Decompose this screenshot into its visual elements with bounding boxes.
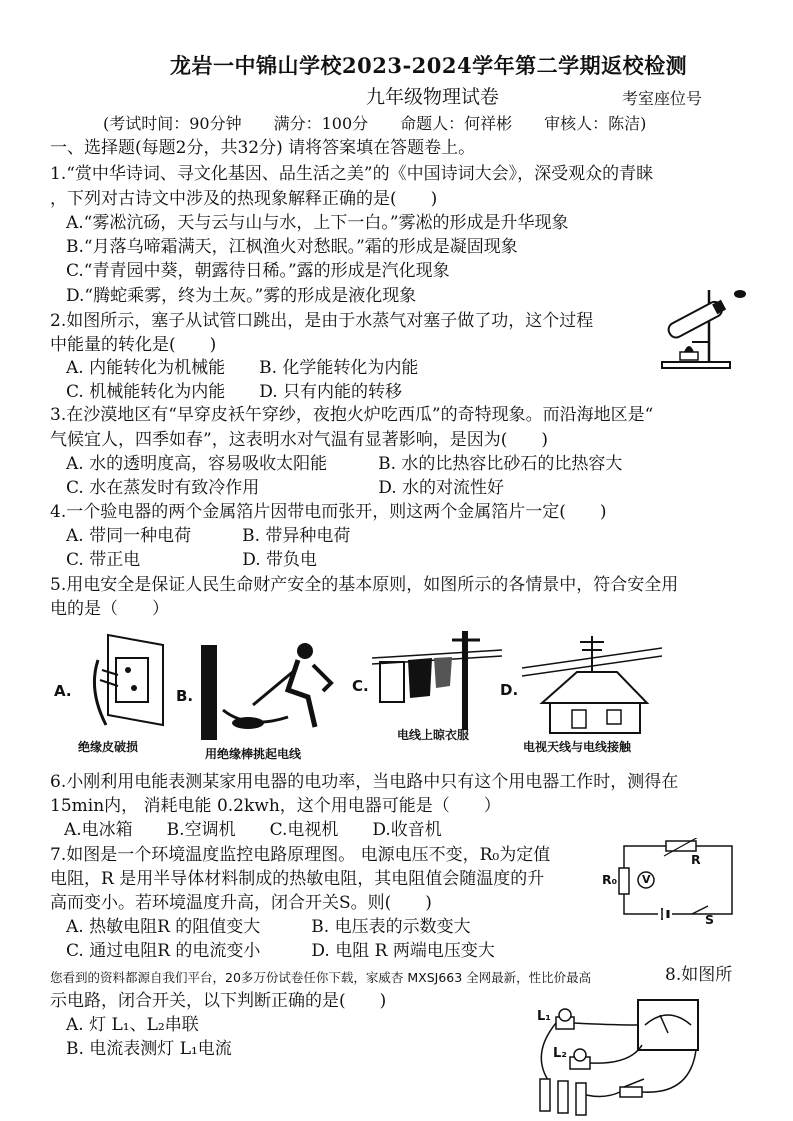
seat-number-label: 考室座位号 <box>622 89 703 108</box>
q7-options-ab: A. 热敏电阻R 的阻值变大 B. 电压表的示数变大 <box>66 917 471 937</box>
exam-subtitle: 九年级物理试卷 <box>366 86 500 108</box>
insulated-rod-figure <box>193 635 343 740</box>
q3-options-cd: C. 水在蒸发时有致冷作用 D. 水的对流性好 <box>66 478 505 498</box>
q1-stem-line2: ，下列对古诗文中涉及的热现象解释正确的是( ) <box>50 189 438 209</box>
q5-caption-c: 电线上晾衣服 <box>397 728 470 742</box>
q5-stem-line1: 5.用电安全是保证人民生命财产安全的基本原则，如图所示的各情景中，符合安全用 <box>50 575 679 595</box>
q7-options-cd: C. 通过电阻R 的电流变小 D. 电阻 R 两端电压变大 <box>66 941 495 961</box>
q8-label-l1: L₁ <box>537 1009 551 1024</box>
exam-info: (考试时间：90分钟 满分：100分 命题人：何祥彬 审核人：陈洁) <box>103 114 647 133</box>
q1-option-c: C.“青青园中葵，朝露待日稀。”露的形成是汽化现象 <box>66 261 450 281</box>
q5-label-d: D. <box>500 681 519 699</box>
q6-stem-line1: 6.小刚利用电能表测某家用电器的电功率，当电路中只有这个用电器工作时，测得在 <box>50 772 679 792</box>
q4-stem: 4.一个验电器的两个金属箔片因带电而张开，则这两个金属箔片一定( ) <box>50 502 607 522</box>
q1-option-a: A.“雾凇沆砀，天与云与山与水，上下一白。”雾凇的形成是升华现象 <box>66 213 569 233</box>
q7-label-switch: S <box>705 912 715 927</box>
q7-stem-line2: 电阻，R 是用半导体材料制成的热敏电阻，其电阻值会随温度的升 <box>50 869 545 889</box>
q2-stem-line2: 中能量的转化是( ) <box>50 335 217 355</box>
q2-options-ab: A. 内能转化为机械能 B. 化学能转化为内能 <box>66 358 419 378</box>
q5-caption-b: 用绝缘棒挑起电线 <box>205 747 302 761</box>
exam-title: 龙岩一中锦山学校2023-2024学年第二学期返校检测 <box>170 53 688 78</box>
q3-stem-line2: 气候宜人，四季如春”，这表明水对气温有显著影响，是因为( ) <box>50 430 548 450</box>
q8-stem-line1: 8.如图所 <box>665 965 733 985</box>
q5-stem-line2: 电的是（ ） <box>50 599 169 619</box>
q7-stem-line3: 高而变小。若环境温度升高，闭合开关S。则( ) <box>50 893 432 913</box>
q1-option-d: D.“腾蛇乘雾，终为土灰。”雾的形成是液化现象 <box>66 286 417 306</box>
q8-stem-line2: 示电路，闭合开关，以下判断正确的是( ) <box>50 991 387 1011</box>
q5-label-a: A. <box>54 682 72 700</box>
q3-options-ab: A. 水的透明度高，容易吸收太阳能 B. 水的比热容比砂石的比热容大 <box>66 454 623 474</box>
q4-options-cd: C. 带正电 D. 带负电 <box>66 550 318 570</box>
q6-stem-line2: 15min内， 消耗电能 0.2kwh，这个用电器可能是（ ） <box>50 796 501 816</box>
test-tube-figure <box>652 282 752 374</box>
q5-caption-a: 绝缘皮破损 <box>78 740 139 754</box>
q7-stem-line1: 7.如图是一个环境温度监控电路原理图。 电源电压不变，R₀为定值 <box>50 845 551 865</box>
q3-stem-line1: 3.在沙漠地区有“早穿皮袄午穿纱，夜抱火炉吃西瓜”的奇特现象。而沿海地区是“ <box>50 405 654 425</box>
q7-label-voltmeter: V <box>642 873 651 886</box>
q7-label-r: R <box>691 852 701 867</box>
q5-label-c: C. <box>352 677 369 695</box>
q7-label-r0: R₀ <box>602 872 618 887</box>
q8-label-l2: L₂ <box>553 1046 567 1061</box>
q2-options-cd: C. 机械能转化为内能 D. 只有内能的转移 <box>66 382 403 402</box>
q8-option-a: A. 灯 L₁、L₂串联 <box>66 1015 199 1035</box>
broken-plug-figure <box>88 630 173 730</box>
q1-stem-line1: 1.“赏中华诗词、寻文化基因、品生活之美”的《中国诗词大会》，深受观众的青睐 <box>50 164 654 184</box>
q8-option-b: B. 电流表测灯 L₁电流 <box>66 1039 232 1059</box>
section-heading: 一、选择题(每题2分，共32分) 请将答案填在答题卷上。 <box>50 138 476 158</box>
q5-label-b: B. <box>176 687 194 705</box>
q5-caption-d: 电视天线与电线接触 <box>523 740 632 754</box>
q1-option-b: B.“月落乌啼霜满天，江枫渔火对愁眠。”霜的形成是凝固现象 <box>66 237 518 257</box>
clothes-on-wire-figure <box>372 626 502 730</box>
thermistor-circuit-figure <box>614 838 739 923</box>
advertisement-line: 您看到的资料都源自我们平台，20多万份试卷任你下载，家威杏 MXSJ663 全网最新，性比价最高 <box>50 970 592 985</box>
antenna-wire-figure <box>522 628 662 736</box>
q4-options-ab: A. 带同一种电荷 B. 带异种电荷 <box>66 526 351 546</box>
q6-options: A.电冰箱 B.空调机 C.电视机 D.收音机 <box>64 820 442 840</box>
q2-stem-line1: 2.如图所示，塞子从试管口跳出，是由于水蒸气对塞子做了功，这个过程 <box>50 311 594 331</box>
